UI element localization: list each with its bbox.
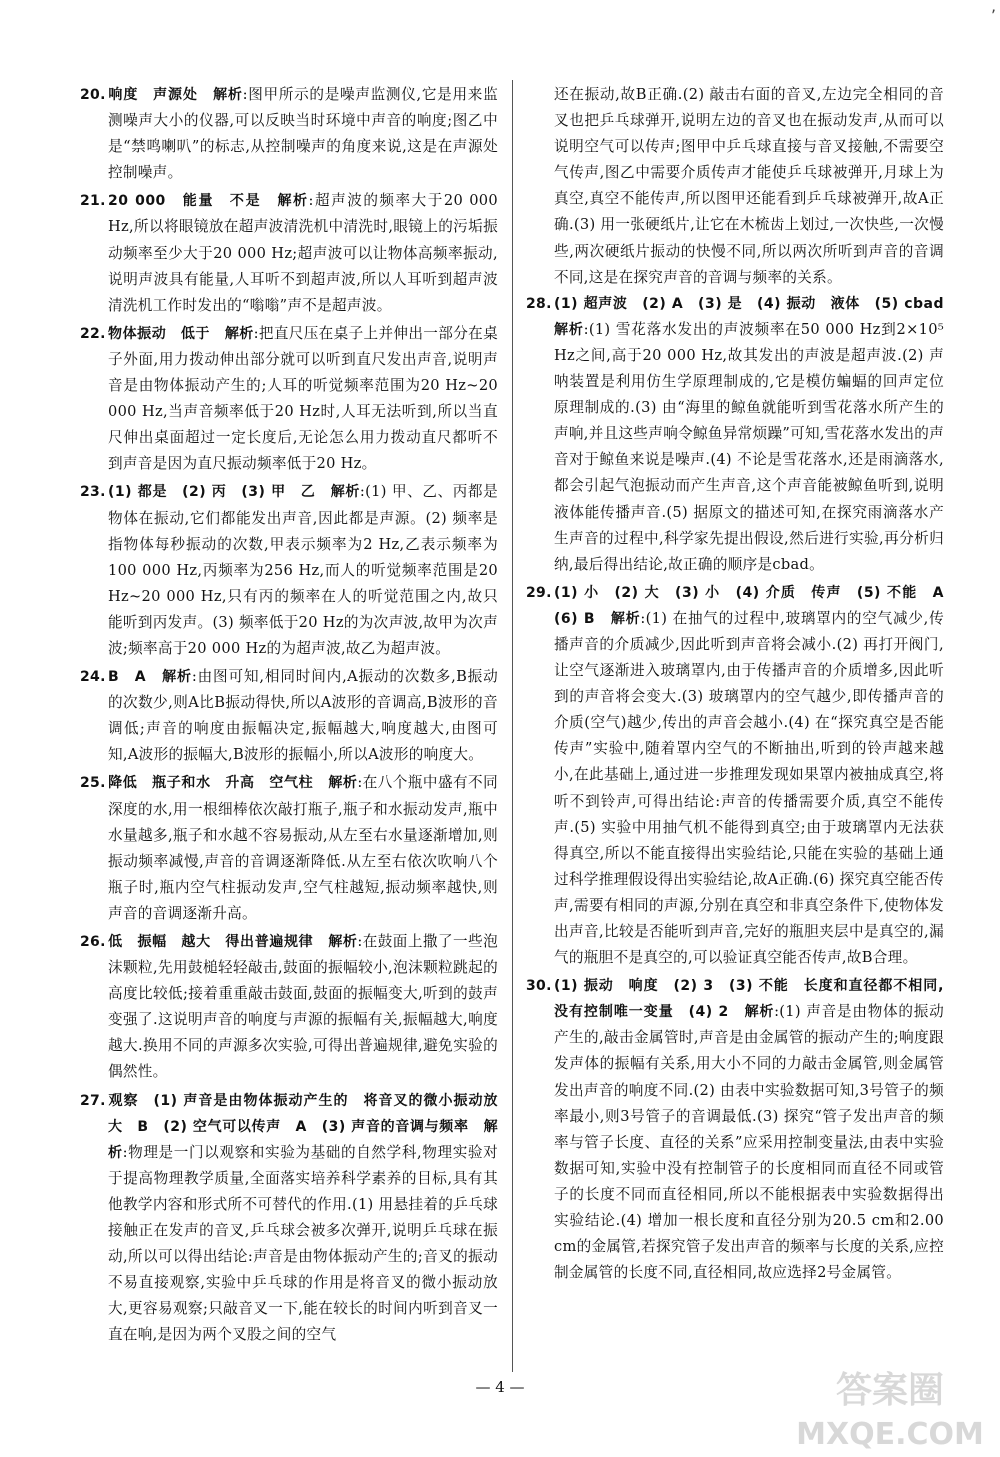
corner-mark: ’	[990, 6, 996, 25]
answer-item-25: 25. 降低 瓶子和水 升高 空气柱 解析:在八个瓶中盛有不同深度的水,用一根细棒依次敲打瓶子,瓶子和水振动发声,瓶中水量越多,瓶子和水越不容易振动,从左至右水量逐渐增加,则振动频率减慢,声音的音调逐渐降低.从左至右依次吹响八个瓶子时,瓶内空气柱振动发声,空气柱越短,振动频率越快,则声音的音调逐渐升高。	[80, 774, 498, 922]
answer-item-26: 26. 低 振幅 越大 得出普遍规律 解析:在鼓面上撒了一些泡沫颗粒,先用鼓槌轻轻敲击,鼓面的振幅较小,泡沫颗粒跳起的高度比较低;接着重重敲击鼓面,鼓面的振幅变大,听到的鼓声变强了.这说明声音的响度与声源的振幅有关,振幅越大,响度越大.换用不同的声源多次实验,可得出普遍规律,避免实验的偶然性。	[80, 933, 498, 1081]
left-column	[80, 82, 498, 1351]
page-number: — 4 —	[475, 1378, 525, 1396]
answer-item-20: 20. 响度 声源处 解析:图甲所示的是噪声监测仪,它是用来监测噪声大小的仪器,可以反映当时环境中声音的响度;图乙中是“禁鸣喇叭”的标志,从控制噪声的角度来说,这是在声源处控制噪声。	[80, 86, 498, 182]
answer-item-24: 24. B A 解析:由图可知,相同时间内,A振动的次数多,B振动的次数少,则A比B振动得快,所以A波形的音调高,B波形的音调低;声音的响度由振幅决定,振幅越大,响度越大,由图可知,A波形的振幅大,B波形的振幅小,所以A波形的响度大。	[80, 668, 498, 764]
answer-item-30: 30. (1) 振动 响度 (2) 3 (3) 不能 长度和直径都不相同,没有控制唯一变量 (4) 2 解析:(1) 声音是由物体的振动产生的,敲击金属管时,声音是由金属管的振动产生的;响度跟发声体的振幅有关系,用大小不同的力敲击金属管,则金属管发出声音的响度不同.(2) 由表中实验数据可知,3号管子的频率最小,则3号管子的音调最低.(3) 探究“管子发出声音的频率与管子长度、直径的关系”应采用控制变量法,由表中实验数据可知,实验中没有控制管子的长度相同而直径不同或管子的长度不同而直径相同,所以不能根据表中实验数据得出实验结论.(4) 增加一根长度和直径分别为20.5 cm和2.00 cm的金属管,若探究管子发出声音的频率与长度的关系,应控制金属管的长度不同,直径相同,故应选择2号金属管。	[526, 978, 944, 1282]
answer-item-27: 27. 观察 (1) 声音是由物体振动产生的 将音叉的微小振动放大 B (2) 空气可以传声 A (3) 声音的音调与频率 解析:物理是一门以观察和实验为基础的自然学科,物理实验对于提高物理教学质量,全面落实培养科学素养的目标,具有其他教学内容和形式所不可替代的作用.(1) 用悬挂着的乒乓球接触正在发声的音叉,乒乓球会被多次弹开,说明乒乓球在振动,所以可以得出结论:声音是由物体振动产生的;音叉的振动不易直接观察,实验中乒乓球的作用是将音叉的微小振动放大,更容易观察;只敲音叉一下,能在较长的时间内听到音叉一直在响,是因为两个叉股之间的空气	[80, 1092, 499, 1344]
answer-item-22: 22. 物体振动 低于 解析:把直尺压在桌子上并伸出一部分在桌子外面,用力拨动伸出部分就可以听到直尺发出声音,说明声音是由物体振动产生的;人耳的听觉频率范围为20 Hz~20 000 Hz,当声音频率低于20 Hz时,人耳无法听到,所以当直尺伸出桌面超过一定长度后,无论怎么用力拨动直尺都听不到声音是因为直尺振动频率低于20 Hz。	[80, 324, 498, 473]
answer-item-21: 21. 20 000 能量 不是 解析:超声波的频率大于20 000 Hz,所以将眼镜放在超声波清洗机中清洗时,眼镜上的污垢振动频率至少大于20 000 Hz;超声波可以让物体高频率振动,说明声波具有能量,人耳听不到超声波,所以人耳听到超声波清洗机工作时发出的“嗡嗡”声不是超声波。	[80, 192, 498, 314]
answer-item-23: 23. (1) 都是 (2) 丙 (3) 甲 乙 解析:(1) 甲、乙、丙都是物体在振动,它们都能发出声音,因此都是声源。(2) 频率是指物体每秒振动的次数,甲表示频率为2 Hz,乙表示频率为100 000 Hz,丙频率为256 Hz,而人的听觉频率范围是20 Hz~20 000 Hz,只有丙的频率在人的听觉范围之内,故只能听到丙发声。(3) 频率低于20 Hz的为次声波,故甲为次声波;频率高于20 000 Hz的为超声波,故乙为超声波。	[80, 483, 498, 657]
answer-item-29: 29. (1) 小 (2) 大 (3) 小 (4) 介质 传声 (5) 不能 A (6) B 解析:(1) 在抽气的过程中,玻璃罩内的空气减少,传播声音的介质减少,因此听到声音将会减小.(2) 再打开阀门,让空气逐渐进入玻璃罩内,由于传播声音的介质增多,因此听到的声音将会变大.(3) 玻璃罩内的空气越少,即传播声音的介质(空气)越少,传出的声音会越小.(4) 在“探究真空是否能传声”实验中,随着罩内空气的不断抽出,听到的铃声越来越小,在此基础上,通过进一步推理发现如果罩内被抽成真空,将听不到铃声,可得出结论:声音的传播需要介质,真空不能传声.(5) 实验中用抽气机不能得到真空;由于玻璃罩内无法获得真空,所以不能直接得出实验结论,只能在实验的基础上通过科学推理假设得出实验结论,故A正确.(6) 探究真空能否传声,需要有相同的声源,分别在真空和非真空条件下,使物体发出声音,比较是否能听到声音,完好的瓶胆夹层中是真空的,漏气的瓶胆不是真空的,可以验证真空能否传声,故B合理。	[526, 584, 959, 967]
watermark-top-text: 答案圈	[835, 1370, 945, 1411]
answer-item-27-continued: 还在振动,故B正确.(2) 敲击右面的音叉,左边完全相同的音叉也把乒乓球弹开,说明左边的音叉也在振动发声,从而可以说明空气可以传声;图甲中乒乓球直接与音叉接触,不需要空气传声,图乙中需要介质传声才能使乒乓球被弹开,月球上为真空,真空不能传声,所以图甲还能看到乒乓球被弹开,故A正确.(3) 用一张硬纸片,让它在木梳齿上划过,一次快些,一次慢些,两次硬纸片振动的快慢不同,所以两次所听到声音的音调不同,这是在探究声音的音调与频率的关系。	[554, 86, 944, 286]
right-column	[526, 82, 959, 1288]
watermark-bottom-text: MXQE.COM	[796, 1417, 984, 1452]
watermark-logo	[790, 1360, 990, 1455]
answer-item-28: 28. (1) 超声波 (2) A (3) 是 (4) 振动 液体 (5) cbad 解析:(1) 雪花落水发出的声波频率在50 000 Hz到2×10⁵ Hz之间,高于20 000 Hz,故其发出的声波是超声波.(2) 声呐装置是利用仿生学原理制成的,它是模仿蝙蝠的回声定位原理制成的.(3) 由“海里的鲸鱼就能听到雪花落水所产生的声响,并且这些声响令鲸鱼异常烦躁”可知,雪花落水发出的声音对于鲸鱼来说是噪声.(4) 不论是雪花落水,还是雨滴落水,都会引起气泡振动而产生声音,这个声音能被鲸鱼听到,说明液体能传播声音.(5) 据原文的描述可知,在探究雨滴落水产生声音的过程中,科学家先提出假设,然后进行实验,再分析归纳,最后得出结论,故正确的顺序是cbad。	[526, 295, 944, 573]
column-divider	[512, 80, 513, 1372]
